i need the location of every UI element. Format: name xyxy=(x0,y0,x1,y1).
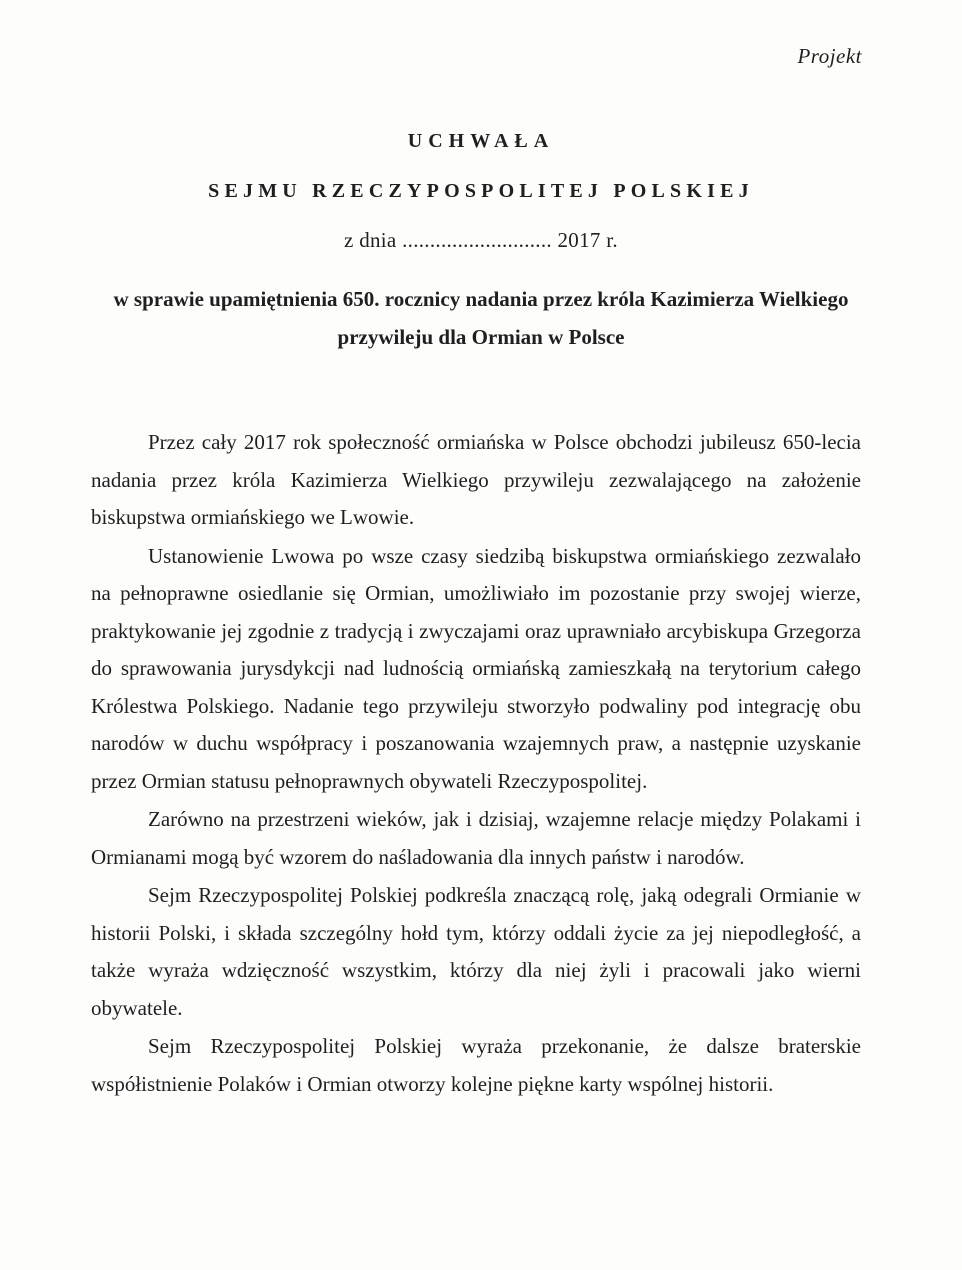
paragraph-2: Ustanowienie Lwowa po wsze czasy siedzibą biskupstwa ormiańskiego zezwalało na pełnoprawne osiedlanie się Ormian, umożliwiało im pozostanie przy swojej wierze, praktykowanie jej zgodnie z tradycją i zwyczajami oraz uprawniało arcybiskupa Grzegorza do sprawowania jurysdykcji nad ludnością ormiańską zamieszkałą na terytorium całego Królestwa Polskiego. Nadanie tego przywileju stworzyło podwaliny pod integrację obu narodów w duchu współpracy i poszanowania wzajemnych praw, a następnie uzyskanie przez Ormian statusu pełnoprawnych obywateli Rzeczypospolitej. xyxy=(91,543,861,793)
project-label: Projekt xyxy=(797,44,862,68)
resolution-body xyxy=(91,424,861,1104)
paragraph-1: Przez cały 2017 rok społeczność ormiańska w Polsce obchodzi jubileusz 650-lecia nadania przez króla Kazimierza Wielkiego przywileju zezwalającego na założenie biskupstwa ormiańskiego we Lwowie. xyxy=(91,430,861,529)
subject-line-1: w sprawie upamiętnienia 650. rocznicy nadania przez króla Kazimierza Wielkiego xyxy=(113,287,849,311)
date-line: z dnia ........................... 2017 r. xyxy=(344,228,618,252)
issuing-body: SEJMU RZECZYPOSPOLITEJ POLSKIEJ xyxy=(208,180,754,202)
paragraph-5: Sejm Rzeczypospolitej Polskiej wyraża przekonanie, że dalsze braterskie współistnienie Polaków i Ormian otworzy kolejne piękne karty wspólnej historii. xyxy=(91,1034,861,1096)
paragraph-3: Zarówno na przestrzeni wieków, jak i dzisiaj, wzajemne relacje między Polakami i Ormianami mogą być wzorem do naśladowania dla innych państw i narodów. xyxy=(91,807,861,869)
resolution-subject xyxy=(0,280,962,356)
paragraph-4: Sejm Rzeczypospolitej Polskiej podkreśla znaczącą rolę, jaką odegrali Ormianie w historii Polski, i składa szczególny hołd tym, którzy oddali życie za jej niepodległość, a także wyraża wdzięczność wszystkim, którzy dla niej żyli i pracowali jako wierni obywatele. xyxy=(91,883,861,1020)
document-title: UCHWAŁA xyxy=(407,130,555,152)
subject-line-2: przywileju dla Ormian w Polsce xyxy=(337,325,625,349)
